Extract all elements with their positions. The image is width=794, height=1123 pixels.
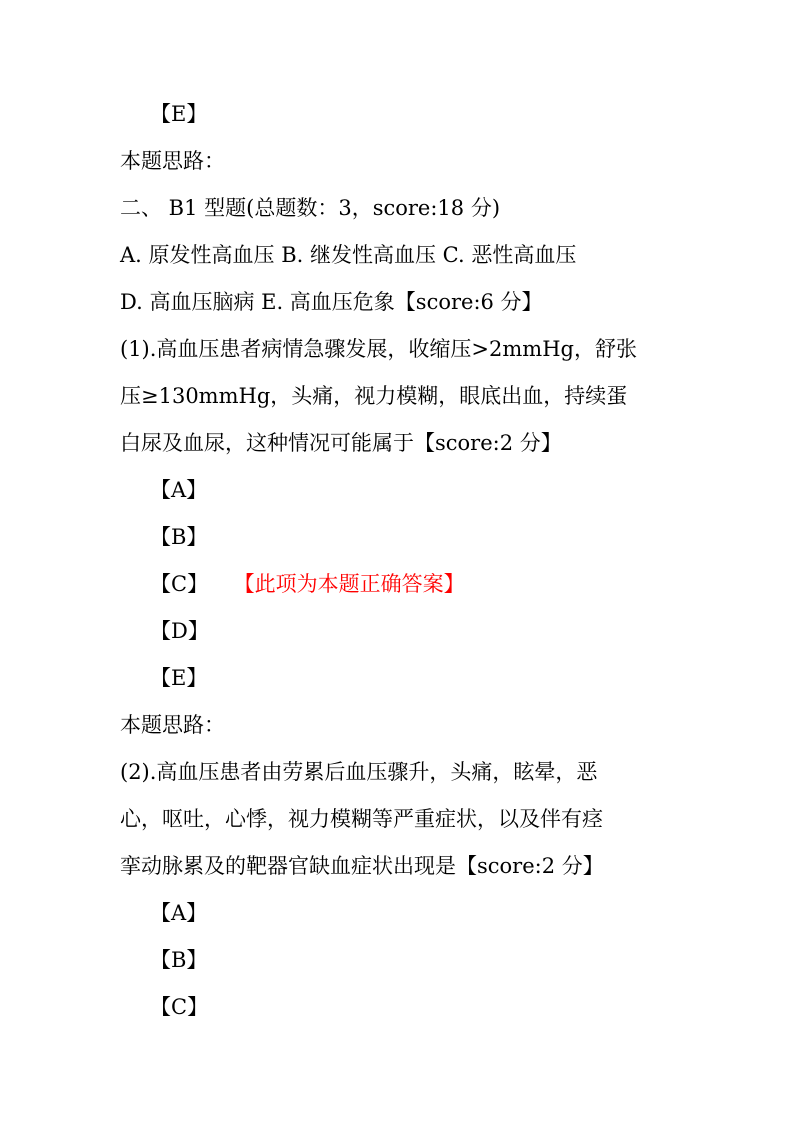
question-1-explanation-label: 本题思路： <box>120 713 225 737</box>
prev-explanation-label: 本题思路： <box>120 149 225 173</box>
question-2-stem-line-2: 心，呕吐，心悸，视力模糊等严重症状，以及伴有痉 <box>120 807 603 831</box>
question-2-stem-line-3: 挛动脉累及的靶器官缺血症状出现是【score:2 分】 <box>120 854 604 878</box>
question-1-option-d: 【D】 <box>150 619 209 643</box>
section-header: 二、 B1 型题(总题数：3，score:18 分) <box>120 196 501 220</box>
question-1-stem-line-1: (1).高血压患者病情急骤发展，收缩压>2mmHg，舒张 <box>120 337 637 361</box>
question-2-option-a: 【A】 <box>150 901 208 925</box>
question-1-option-c: 【C】 <box>150 572 209 596</box>
question-2-option-b: 【B】 <box>150 948 208 972</box>
shared-options-line-1: A. 原发性高血压 B. 继发性高血压 C. 恶性高血压 <box>120 243 577 267</box>
question-1-option-e: 【E】 <box>150 666 208 690</box>
question-2-option-c: 【C】 <box>150 995 209 1019</box>
prev-option-e: 【E】 <box>150 102 208 126</box>
question-2-stem-line-1: (2).高血压患者由劳累后血压骤升，头痛，眩晕，恶 <box>120 760 598 784</box>
shared-options-line-2: D. 高血压脑病 E. 高血压危象【score:6 分】 <box>120 290 543 314</box>
question-1-option-a: 【A】 <box>150 478 208 502</box>
question-1-option-c-row <box>150 570 465 598</box>
question-1-stem-line-3: 白尿及血尿，这种情况可能属于【score:2 分】 <box>120 431 562 455</box>
question-1-stem-line-2: 压≥130mmHg，头痛，视力模糊，眼底出血，持续蛋 <box>120 384 628 408</box>
correct-answer-note: 【此项为本题正确答案】 <box>244 572 465 596</box>
question-1-option-b: 【B】 <box>150 525 208 549</box>
